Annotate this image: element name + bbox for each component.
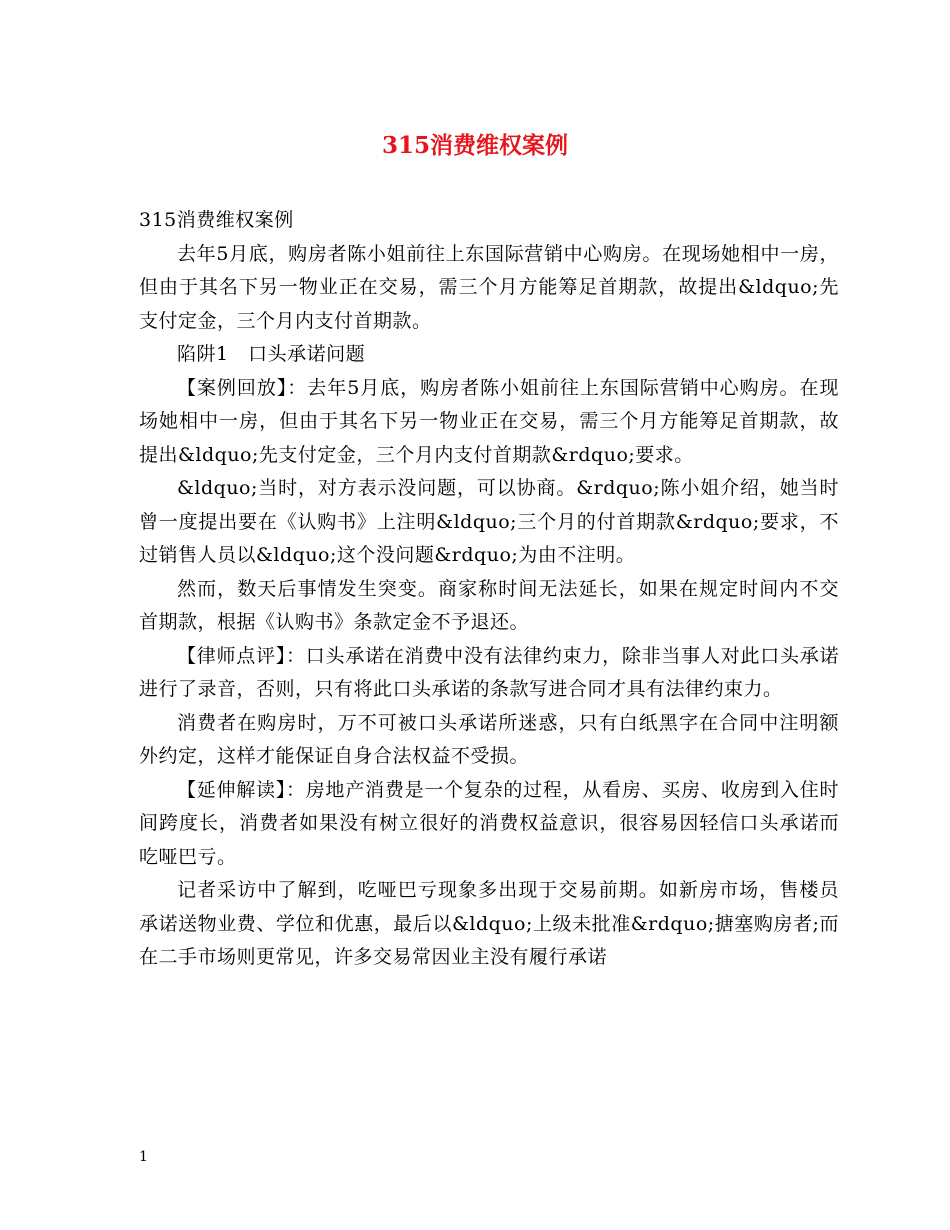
body-paragraph: 【案例回放】：去年5月底，购房者陈小姐前往上东国际营销中心购房。在现场她相中一房，但由于其名下另一物业正在交易，需三个月方能筹足首期款，故提出&ldquo;先支付定金，三个月内支付首期款&rdquo;要求。: [139, 376, 839, 466]
body-paragraph: 记者采访中了解到，吃哑巴亏现象多出现于交易前期。如新房市场，售楼员承诺送物业费、学位和优惠，最后以&ldquo;上级未批准&rdquo;搪塞购房者;而在二手市场则更常见，许多交易常因业主没有履行承诺: [139, 879, 839, 968]
body-paragraph: 然而，数天后事情发生突变。商家称时间无法延长，如果在规定时间内不交首期款，根据《认购书》条款定金不予退还。: [139, 577, 839, 633]
body-paragraph: &ldquo;当时，对方表示没问题，可以协商。&rdquo;陈小姐介绍，她当时曾一度提出要在《认购书》上注明&ldquo;三个月的付首期款&rdquo;要求，不过销售人员以&ldquo;这个没问题&rdquo;为由不注明。: [139, 477, 839, 566]
body-paragraph: 【律师点评】：口头承诺在消费中没有法律约束力，除非当事人对此口头承诺进行了录音，否则，只有将此口头承诺的条款写进合同才具有法律约束力。: [139, 644, 839, 700]
body-paragraph: 【延伸解读】：房地产消费是一个复杂的过程，从看房、买房、收房到入住时间跨度长，消费者如果没有树立很好的消费权益意识，很容易因轻信口头承诺而吃哑巴亏。: [139, 778, 839, 868]
body-paragraph: 去年5月底，购房者陈小姐前往上东国际营销中心购房。在现场她相中一房，但由于其名下另一物业正在交易，需三个月方能筹足首期款，故提出&ldquo;先支付定金，三个月内支付首期款。: [139, 242, 839, 332]
body-paragraph: 消费者在购房时，万不可被口头承诺所迷惑，只有白纸黑字在合同中注明额外约定，这样才能保证自身合法权益不受损。: [139, 711, 839, 767]
section-heading: 陷阱1 口头承诺问题: [177, 343, 366, 365]
document-body: [139, 204, 839, 975]
document-title: 315消费维权案例: [381, 132, 568, 159]
body-subtitle: 315消费维权案例: [139, 209, 294, 231]
page-number: 1: [139, 1149, 148, 1165]
